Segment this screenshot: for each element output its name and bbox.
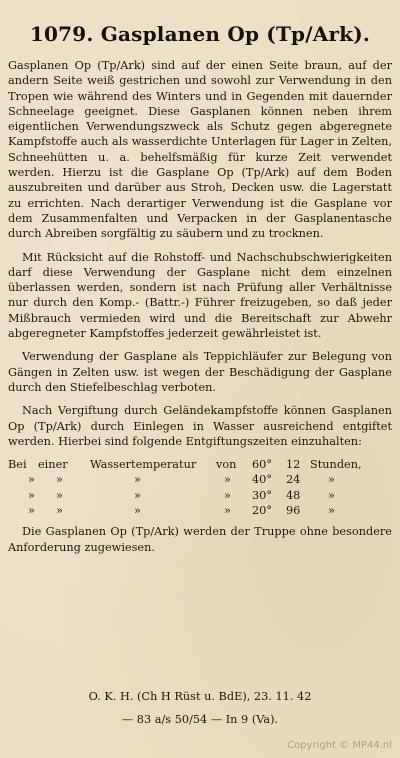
table-cell: 60° bbox=[252, 458, 273, 472]
table-cell: 48 bbox=[286, 488, 301, 502]
table-cell: 40° bbox=[252, 473, 273, 487]
paragraph-2: Mit Rücksicht auf die Rohstoff- und Nachschubschwierigkeiten darf diese Verwendung der Gasplane nicht dem einzelnen überlassen werden, sondern ist nach Prüfung aller Verhältnisse nur durch den Komp.- (Battr.-) Führer freizugeben, so daß jeder Mißbrauch vermieden wird und die Bereitschaft zur Abwehr abgeregneter Kampfstoffes jederzeit gewährleistet ist. bbox=[8, 250, 392, 341]
table-cell: » bbox=[134, 488, 141, 502]
table-cell: » bbox=[224, 488, 231, 502]
closing-paragraph: Die Gasplanen Op (Tp/Ark) werden der Truppe ohne besondere Anforderung zugewiesen. bbox=[8, 525, 392, 554]
table-cell: » bbox=[56, 473, 63, 487]
table-cell: Bei bbox=[8, 458, 27, 472]
table-cell: 24 bbox=[286, 473, 301, 487]
table-row bbox=[8, 472, 362, 487]
table-cell: Wassertemperatur bbox=[90, 458, 197, 472]
table-cell: » bbox=[28, 504, 35, 518]
table-cell: 30° bbox=[252, 488, 273, 502]
table-cell: » bbox=[56, 504, 63, 518]
paragraph-4: Nach Vergiftung durch Geländekampfstoffe können Gasplanen Op (Tp/Ark) durch Einlegen in Wasser ausreichend entgiftet werden. Hierbei sind folgende Entgiftungszeiten einzuhalten: bbox=[8, 404, 392, 448]
copyright-notice: Copyright © MP44.nl bbox=[287, 740, 392, 751]
table-cell: » bbox=[328, 488, 335, 502]
paragraph-3: Verwendung der Gasplane als Teppichläufer zur Belegung von Gängen in Zelten usw. ist wegen der Beschädigung der Gasplane durch den Stiefelbeschlag verboten. bbox=[8, 350, 392, 394]
table-cell: von bbox=[216, 458, 237, 472]
signature-line-2: — 83 a/s 50/54 — In 9 (Va). bbox=[121, 713, 279, 726]
paragraph-1: Gasplanen Op (Tp/Ark) sind auf der einen Seite braun, auf der andern Seite weiß gestrichen und sowohl zur Verwendung in den Tropen wie während des Winters und in Gegenden mit dauernder Schneelage geeignet. Diese Gasplanen können neben ihrem eigentlichen Verwendungszweck als Schutz gegen abgeregnete Kampfstoffe auch als wasserdichte Unterlagen für Lager in Zelten, Schneehütten u. a. behelfsmäßig für kurze Zeit verwendet werden. Hierzu ist die Gasplane Op (Tp/Ark) auf dem Boden auszubreiten und darüber aus Stroh, Decken usw. die Lagerstatt zu errichten. Nach derartiger Verwendung ist die Gasplane vor dem Zusammenfalten und Verpacken in der Gasplanentasche durch Abreiben sorgfältig zu säubern und zu trocknen. bbox=[8, 59, 392, 241]
table-cell: » bbox=[224, 473, 231, 487]
table-cell: » bbox=[134, 504, 141, 518]
table-cell: 96 bbox=[286, 504, 301, 518]
table-cell: einer bbox=[38, 458, 68, 472]
document-body bbox=[8, 58, 392, 555]
table-row bbox=[8, 503, 362, 518]
table-cell: 12 bbox=[286, 458, 301, 472]
table-row bbox=[8, 488, 362, 503]
signature-line-1: O. K. H. (Ch H Rüst u. BdE), 23. 11. 42 bbox=[88, 690, 312, 703]
table-cell: » bbox=[224, 504, 231, 518]
table-cell: » bbox=[28, 488, 35, 502]
page-title: 1079. Gasplanen Op (Tp/Ark). bbox=[29, 22, 371, 46]
table-cell: Stunden, bbox=[310, 458, 362, 472]
table-cell: » bbox=[328, 473, 335, 487]
temperature-table bbox=[8, 457, 362, 518]
table-row bbox=[8, 457, 362, 472]
table-cell: » bbox=[328, 504, 335, 518]
table-cell: » bbox=[56, 488, 63, 502]
table-cell: » bbox=[134, 473, 141, 487]
table-cell: » bbox=[28, 473, 35, 487]
table-cell: 20° bbox=[252, 504, 273, 518]
